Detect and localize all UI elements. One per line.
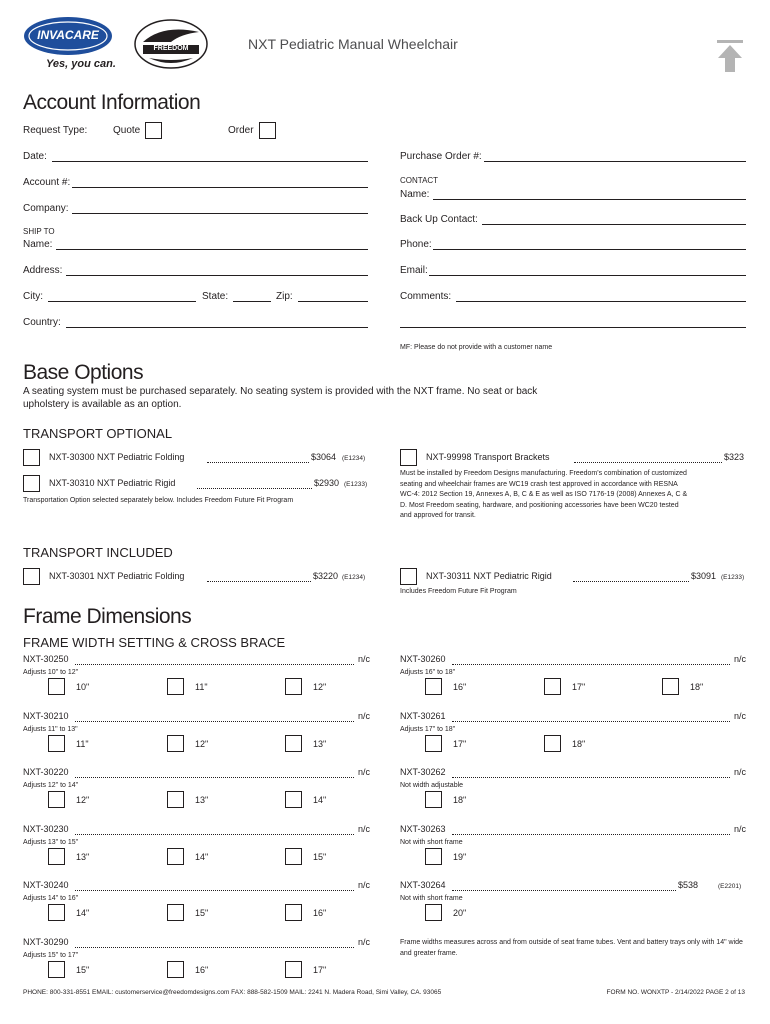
frame-adjust-note: Not with short frame <box>400 838 463 846</box>
frame-code: NXT-30262 <box>400 767 446 777</box>
frame-leader <box>75 834 354 835</box>
frame-width-checkbox[interactable] <box>167 791 184 808</box>
frame-adjust-note: Not with short frame <box>400 895 463 902</box>
opt1-price: $3064 <box>311 452 337 462</box>
order-checkbox[interactable] <box>259 122 276 139</box>
frame-adjust-note: Adjusts 12" to 14" <box>23 782 79 789</box>
state-field[interactable] <box>233 301 271 302</box>
frame-width-checkbox[interactable] <box>48 735 65 752</box>
ship-to-heading: SHIP TO <box>23 227 55 236</box>
frame-width-option: 20" <box>453 908 467 918</box>
frame-adjust-note: Adjusts 11" to 13" <box>23 725 78 733</box>
frame-width-checkbox[interactable] <box>425 678 442 695</box>
contact-name-field[interactable] <box>433 199 746 200</box>
frame-leader <box>452 890 676 891</box>
inc2-price: $3091 <box>691 571 717 581</box>
opt1-checkbox[interactable] <box>23 449 40 466</box>
opt2-price: $2930 <box>314 478 340 488</box>
invacare-logo <box>22 14 114 74</box>
frame-leader <box>75 721 354 722</box>
frame-adjust-note: Adjusts 13" to 15" <box>23 838 79 846</box>
inc2-checkbox[interactable] <box>400 568 417 585</box>
frame-adjust-note: Adjusts 10" to 12" <box>23 669 79 676</box>
frame-width-option: 13" <box>195 795 209 805</box>
quote-label: Quote <box>113 125 141 136</box>
brand-tagline: Yes, you can. <box>46 58 116 70</box>
frame-price: n/c <box>733 767 746 777</box>
inc1-leader <box>207 581 311 582</box>
frame-code: NXT-30230 <box>23 823 69 834</box>
backup-contact-field[interactable] <box>482 224 746 225</box>
frame-width-checkbox[interactable] <box>285 791 302 808</box>
frame-width-checkbox[interactable] <box>48 678 65 695</box>
account-number-label: Account #: <box>23 177 71 188</box>
frame-code: NXT-30264 <box>400 880 446 890</box>
opt3-note: Must be installed by Freedom Designs manufacturing. Freedom's combination of customized seating and wheelchair frames are WC19 crash test approved in accordance with RESNA WC-4: 2012 Section 19, Annexes A, B, C & E as well as ISO 7176-19 (2008) Annexes A, C & D. Most Freedom seating, hardware, and positioning accessories have been WC20 tested and approved for transit. <box>400 470 688 519</box>
frame-leader <box>75 890 354 891</box>
frame-width-checkbox[interactable] <box>425 904 442 921</box>
frame-price: n/c <box>357 936 370 947</box>
footer-form-number: FORM NO. WONXTP - 2/14/2022 PAGE 2 of 13 <box>606 989 745 996</box>
frame-code: NXT-30263 <box>400 823 446 834</box>
opt2-code: (E1233) <box>344 481 368 488</box>
opt-note: Transportation Option selected separately below. Includes Freedom Future Fit Program <box>23 497 294 504</box>
frame-width-option: 16" <box>195 964 209 975</box>
inc1-name: NXT-30301 NXT Pediatric Folding <box>49 571 185 581</box>
frame-width-checkbox[interactable] <box>544 735 561 752</box>
account-section-title: Account Information <box>23 91 201 114</box>
inc2-name: NXT-30311 NXT Pediatric Rigid <box>426 571 552 581</box>
frame-width-checkbox[interactable] <box>425 735 442 752</box>
opt1-code: (E1234) <box>342 455 366 462</box>
mf-note: MF: Please do not provide with a customer name <box>400 344 553 351</box>
form-title: NXT Pediatric Manual Wheelchair <box>248 36 458 52</box>
inc1-code: (E1234) <box>342 574 366 581</box>
frame-code: NXT-30220 <box>23 767 69 777</box>
frame-width-option: 11" <box>76 738 89 749</box>
frame-code: NXT-30290 <box>23 936 69 947</box>
frame-adjust-note: Adjusts 17" to 18" <box>400 725 456 733</box>
opt3-leader <box>574 462 722 463</box>
purchase-order-label: Purchase Order #: <box>400 151 482 162</box>
frame-width-note: Frame widths measures across and from outside of seat frame tubes. Vent and battery trays only with 14" wide and greater frame. <box>400 939 743 957</box>
email-field[interactable] <box>429 275 746 276</box>
frame-adjust-note: Not width adjustable <box>400 782 464 789</box>
frame-code: NXT-30260 <box>400 654 446 664</box>
account-number-field[interactable] <box>72 187 368 188</box>
frame-width-checkbox[interactable] <box>167 961 184 978</box>
opt2-checkbox[interactable] <box>23 475 40 492</box>
frame-width-checkbox[interactable] <box>425 791 442 808</box>
frame-width-checkbox[interactable] <box>285 848 302 865</box>
comments-field[interactable] <box>456 301 746 302</box>
frame-width-option: 13" <box>313 738 327 749</box>
frame-width-checkbox[interactable] <box>285 735 302 752</box>
frame-leader <box>75 777 354 778</box>
frame-width-checkbox[interactable] <box>167 678 184 695</box>
opt3-checkbox[interactable] <box>400 449 417 466</box>
frame-adjust-note: Adjusts 14" to 16" <box>23 895 79 902</box>
opt1-leader <box>207 462 309 463</box>
city-label: City: <box>23 291 43 302</box>
frame-width-checkbox[interactable] <box>167 848 184 865</box>
address-field[interactable] <box>66 275 368 276</box>
frame-price: n/c <box>357 654 370 664</box>
transport-optional-heading: TRANSPORT OPTIONAL <box>23 426 173 441</box>
opt3-name: NXT-99998 Transport Brackets <box>426 452 550 462</box>
frame-price-code: (E2201) <box>718 883 742 890</box>
comments-field-line-2[interactable] <box>400 327 746 328</box>
contact-name-label: Name: <box>400 189 430 200</box>
frame-width-option: 15" <box>313 851 327 862</box>
frame-width-option: 19" <box>453 851 467 862</box>
opt1-name: NXT-30300 NXT Pediatric Folding <box>49 452 185 462</box>
frame-leader <box>452 777 730 778</box>
zip-field[interactable] <box>298 301 368 302</box>
freedom-logo <box>133 18 209 70</box>
frame-leader <box>75 947 354 948</box>
city-field[interactable] <box>48 301 196 302</box>
frame-width-checkbox[interactable] <box>662 678 679 695</box>
order-label: Order <box>228 125 254 136</box>
frame-price: n/c <box>357 767 370 777</box>
frame-adjust-note: Adjusts 16" to 18" <box>400 669 456 676</box>
frame-width-option: 16" <box>313 908 327 918</box>
frame-width-option: 15" <box>76 964 90 975</box>
ship-name-label: Name: <box>23 239 53 250</box>
frame-price: n/c <box>357 823 370 834</box>
frame-width-checkbox[interactable] <box>48 904 65 921</box>
frame-width-checkbox[interactable] <box>167 735 184 752</box>
frame-width-option: 14" <box>76 908 90 918</box>
phone-label: Phone: <box>400 239 432 250</box>
frame-leader <box>75 664 354 665</box>
frame-leader <box>452 721 730 722</box>
frame-dimensions-title: Frame Dimensions <box>23 605 192 628</box>
inc1-price: $3220 <box>313 571 339 581</box>
contact-heading: CONTACT <box>400 176 439 185</box>
frame-width-option: 14" <box>195 851 209 862</box>
frame-width-checkbox[interactable] <box>285 904 302 921</box>
backup-contact-label: Back Up Contact: <box>400 214 478 225</box>
zip-label: Zip: <box>276 291 293 302</box>
email-label: Email: <box>400 265 428 276</box>
frame-width-option: 10" <box>76 682 90 692</box>
frame-leader <box>452 834 730 835</box>
purchase-order-field[interactable] <box>484 161 746 162</box>
opt2-name: NXT-30310 NXT Pediatric Rigid <box>49 478 176 488</box>
inc2-note: Includes Freedom Future Fit Program <box>400 588 517 595</box>
frame-price: n/c <box>733 654 746 664</box>
date-label: Date: <box>23 151 47 162</box>
inc2-code: (E1233) <box>721 574 745 581</box>
transport-included-heading: TRANSPORT INCLUDED <box>23 545 173 560</box>
inc2-leader <box>573 581 689 582</box>
opt2-leader <box>197 488 312 489</box>
frame-price: n/c <box>733 710 746 721</box>
frame-width-checkbox[interactable] <box>48 848 65 865</box>
frame-width-option: 11" <box>195 682 208 692</box>
frame-code: NXT-30240 <box>23 880 69 890</box>
state-label: State: <box>202 291 229 302</box>
frame-price: $538 <box>678 880 699 890</box>
comments-label: Comments: <box>400 291 452 302</box>
freedom-logo-text: FREEDOM <box>153 45 189 52</box>
frame-width-checkbox[interactable] <box>48 961 65 978</box>
frame-width-option: 12" <box>195 738 209 749</box>
quote-checkbox[interactable] <box>145 122 162 139</box>
frame-code: NXT-30261 <box>400 710 446 721</box>
frame-price: n/c <box>357 880 370 890</box>
frame-width-option: 18" <box>572 738 586 749</box>
phone-field[interactable] <box>433 249 746 250</box>
country-label: Country: <box>23 317 61 328</box>
frame-width-option: 12" <box>313 682 327 692</box>
frame-adjust-note: Adjusts 15" to 17" <box>23 951 79 959</box>
frame-width-checkbox[interactable] <box>544 678 561 695</box>
frame-width-checkbox[interactable] <box>285 678 302 695</box>
company-field[interactable] <box>72 213 368 214</box>
footer-contact: PHONE: 800-331-8551 EMAIL: customerservice@freedomdesigns.com FAX: 888-582-1509 MAIL: 2241 N. Madera Road, Simi Valley, CA. 93065 <box>23 989 442 996</box>
base-options-title: Base Options <box>23 361 144 384</box>
frame-width-option: 17" <box>453 738 467 749</box>
frame-width-subtitle: FRAME WIDTH SETTING & CROSS BRACE <box>23 635 286 650</box>
frame-width-checkbox[interactable] <box>48 791 65 808</box>
frame-price: n/c <box>733 823 746 834</box>
request-type-label: Request Type: <box>23 125 88 136</box>
inc1-checkbox[interactable] <box>23 568 40 585</box>
frame-width-option: 15" <box>195 908 209 918</box>
frame-width-option: 13" <box>76 851 90 862</box>
frame-code: NXT-30210 <box>23 710 69 721</box>
frame-width-option: 16" <box>453 682 467 692</box>
frame-width-checkbox[interactable] <box>285 961 302 978</box>
address-label: Address: <box>23 265 63 276</box>
company-label: Company: <box>23 203 69 214</box>
country-field[interactable] <box>66 327 368 328</box>
frame-width-option: 17" <box>313 964 327 975</box>
base-options-intro: A seating system must be purchased separately. No seating system is provided with the NXT frame. No seat or back upholstery is available as an option. <box>23 386 538 410</box>
frame-width-checkbox[interactable] <box>167 904 184 921</box>
frame-price: n/c <box>357 710 370 721</box>
frame-width-option: 14" <box>313 795 327 805</box>
frame-width-option: 12" <box>76 795 90 805</box>
frame-width-option: 17" <box>572 682 586 692</box>
frame-width-option: 18" <box>690 682 704 692</box>
frame-leader <box>452 664 730 665</box>
frame-width-checkbox[interactable] <box>425 848 442 865</box>
scroll-top-arrow-icon[interactable] <box>715 40 745 74</box>
ship-name-field[interactable] <box>56 249 368 250</box>
frame-code: NXT-30250 <box>23 654 69 664</box>
opt3-price: $323 <box>724 452 745 462</box>
invacare-logo-text: INVACARE <box>37 28 99 42</box>
date-field[interactable] <box>52 161 368 162</box>
frame-width-option: 18" <box>453 795 467 805</box>
